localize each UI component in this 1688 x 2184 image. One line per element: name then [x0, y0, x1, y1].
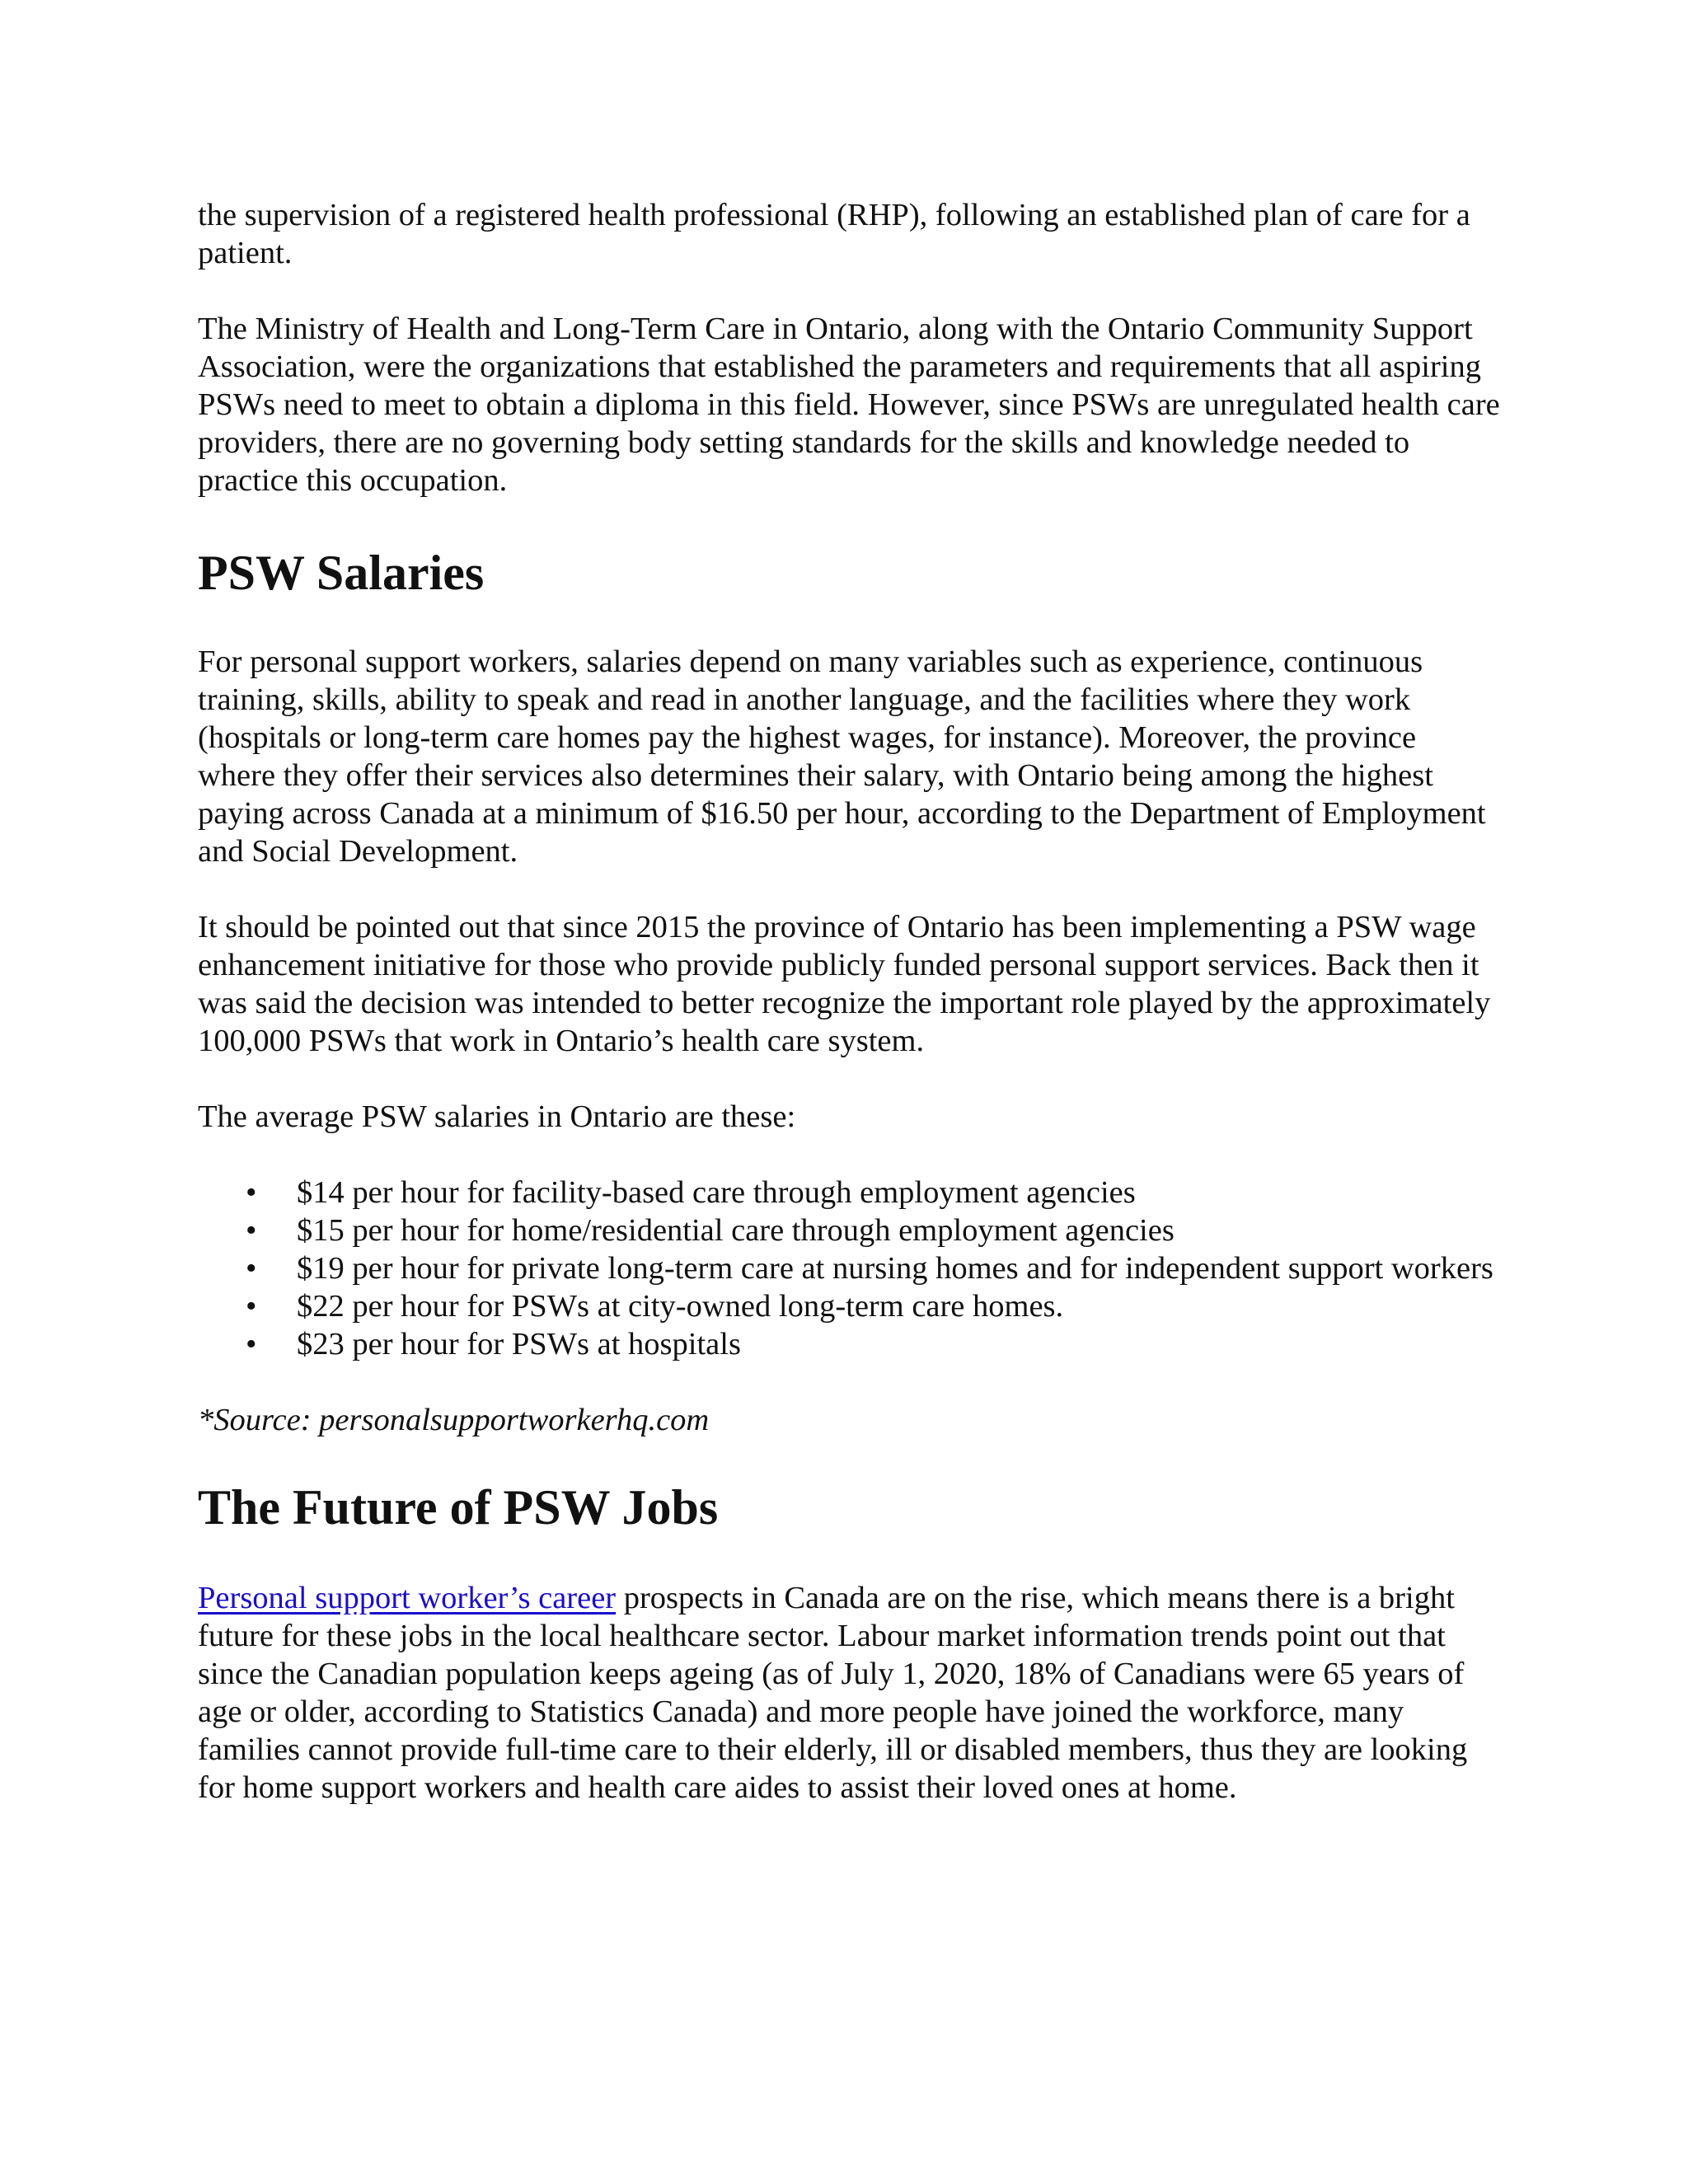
- future-paragraph-text: prospects in Canada are on the rise, which means there is a bright future for these jobs in the local healthcare sector. Labour market information trends point out that since the Canadian population keeps ageing (as of July 1, 2020, 18% of Canadians were 65 years of age or older, according to Statistics Canada) and more people have joined the workforce, many families cannot provide full-time care to their elderly, ill or disabled members, thus they are looking for home support workers and health care aides to assist their loved ones at home.: [198, 1581, 1468, 1805]
- salaries-paragraph-2: It should be pointed out that since 2015 the province of Ontario has been implementing a PSW wage enhancement initiative for those who provide publicly funded personal support services. Back then it was said the decision was intended to better recognize the important role played by the approximately 100,000 PSWs that work in Ontario’s health care system.: [198, 910, 1491, 1058]
- bullet-icon: •: [246, 1327, 257, 1361]
- salary-list-item: [246, 1249, 1500, 1287]
- document-page: [198, 196, 1500, 1807]
- ministry-paragraph: The Ministry of Health and Long-Term Care in Ontario, along with the Ontario Community Support Association, were the organizations that established the parameters and requirements that all aspiring PSWs need to meet to obtain a diploma in this field. However, since PSWs are unregulated health care providers, there are no governing body setting standards for the skills and knowledge needed to practice this occupation.: [198, 312, 1500, 498]
- salary-item-text: $15 per hour for home/residential care through employment agencies: [297, 1213, 1175, 1248]
- salary-item-text: $19 per hour for private long-term care at nursing homes and for independent support workers: [297, 1251, 1493, 1286]
- salary-list-item: [246, 1325, 1500, 1363]
- salary-list-item: [246, 1174, 1500, 1212]
- salary-list: [198, 1174, 1500, 1363]
- future-paragraph: [198, 1579, 1500, 1807]
- bullet-icon: •: [246, 1289, 257, 1324]
- salary-list-item: [246, 1287, 1500, 1325]
- bullet-icon: •: [246, 1175, 257, 1210]
- future-jobs-heading: The Future of PSW Jobs: [198, 1480, 719, 1535]
- intro-continued-paragraph: the supervision of a registered health professional (RHP), following an established plan of care for a patient.: [198, 198, 1470, 270]
- salaries-list-intro: The average PSW salaries in Ontario are these:: [198, 1099, 796, 1134]
- salary-list-item: [246, 1212, 1500, 1249]
- salary-item-text: $22 per hour for PSWs at city-owned long-term care homes.: [297, 1289, 1064, 1324]
- bullet-icon: •: [246, 1213, 257, 1248]
- salary-item-text: $23 per hour for PSWs at hospitals: [297, 1327, 741, 1361]
- salaries-paragraph-1: For personal support workers, salaries depend on many variables such as experience, continuous training, skills, ability to speak and read in another language, and the facilities where they work (hospitals or long-term care homes pay the highest wages, for instance). Moreover, the province where they offer their services also determines their salary, with Ontario being among the highest paying across Canada at a minimum of $16.50 per hour, according to the Department of Employment and Social Development.: [198, 644, 1486, 869]
- career-link[interactable]: Personal support worker’s career: [198, 1581, 617, 1615]
- bullet-icon: •: [246, 1251, 257, 1286]
- salary-source-note: *Source: personalsupportworkerhq.com: [198, 1403, 710, 1437]
- salary-item-text: $14 per hour for facility-based care through employment agencies: [297, 1175, 1136, 1210]
- psw-salaries-heading: PSW Salaries: [198, 546, 485, 600]
